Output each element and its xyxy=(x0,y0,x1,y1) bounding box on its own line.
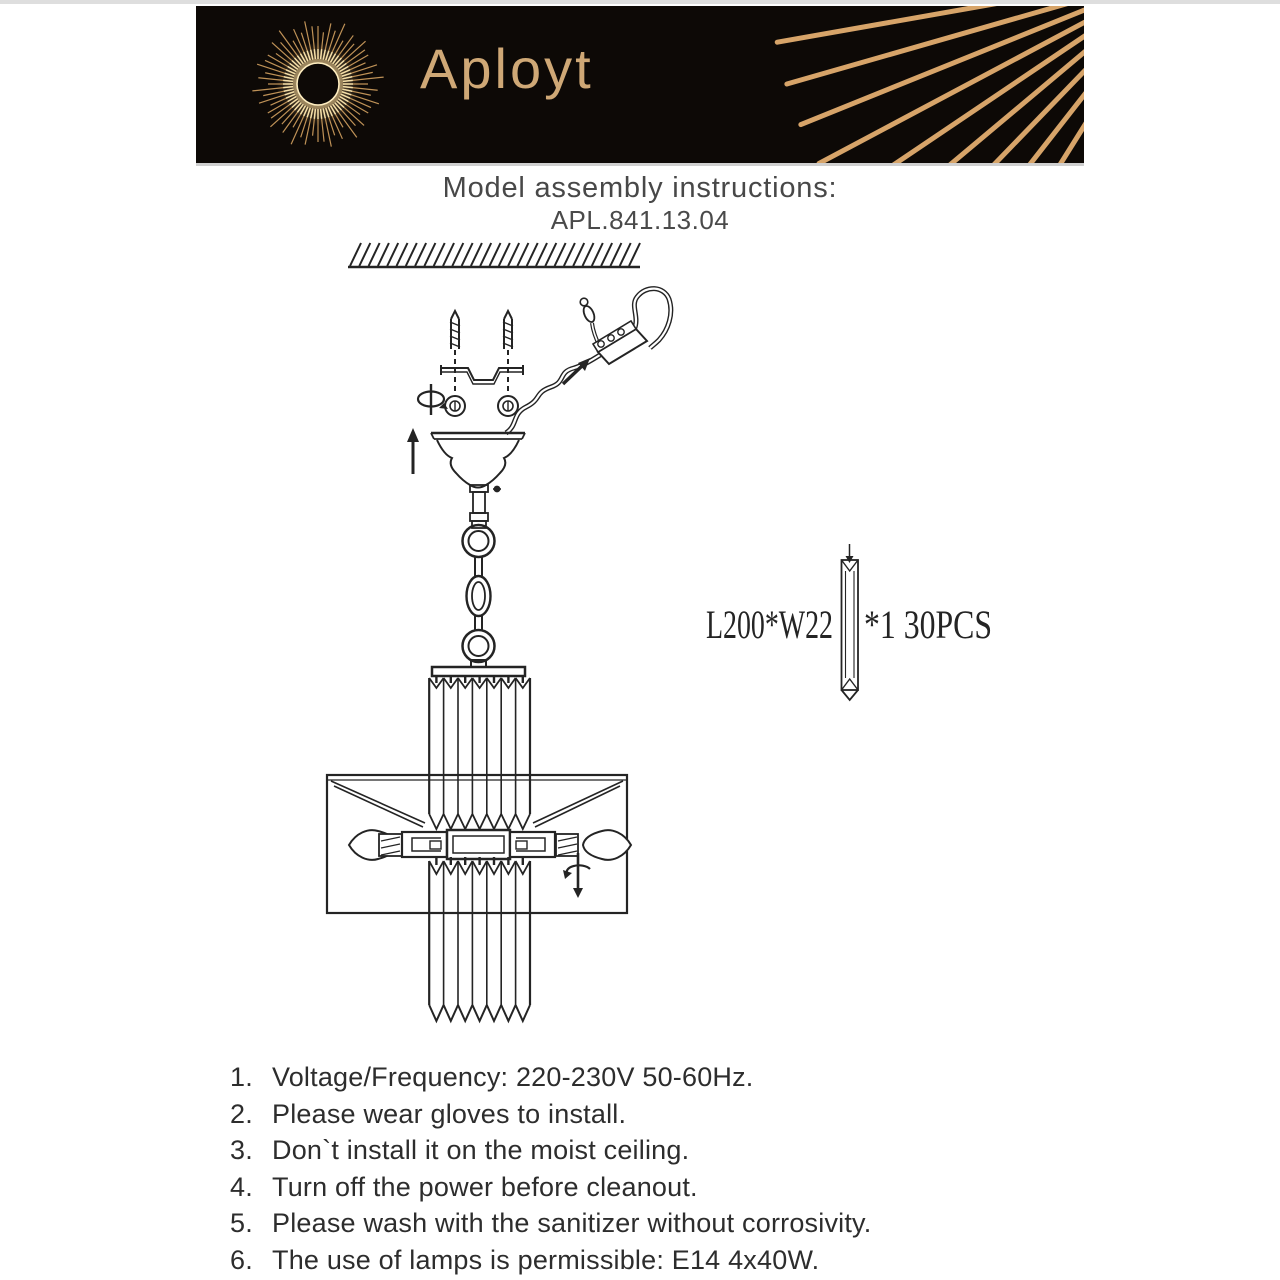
item-text: Voltage/Frequency: 220-230V 50-60Hz. xyxy=(272,1062,754,1092)
model-number: APL.841.13.04 xyxy=(550,205,730,235)
part-dimension-label: L200*W22 xyxy=(706,602,833,647)
brand-wordmark: Aployt xyxy=(420,37,594,100)
item-number: 1. xyxy=(230,1062,253,1092)
mounting-bracket xyxy=(441,365,523,384)
instruction-list xyxy=(230,1062,1130,1280)
bulb-right xyxy=(583,830,631,860)
rotate-bulb-icon xyxy=(563,853,590,898)
rotate-screw-icon xyxy=(418,384,448,415)
item-number: 2. xyxy=(230,1098,253,1129)
brand-banner xyxy=(196,6,1084,163)
instruction-item xyxy=(230,1135,1130,1172)
item-text: Please wear gloves to install. xyxy=(272,1098,627,1129)
item-number: 6. xyxy=(230,1244,253,1275)
lower-crystal-column xyxy=(429,857,530,1021)
instruction-item xyxy=(230,1208,1130,1245)
item-number: 3. xyxy=(230,1135,253,1165)
ceiling-canopy xyxy=(431,433,525,528)
instruction-item xyxy=(230,1245,1130,1280)
assembly-diagram xyxy=(300,235,1015,1035)
mounting-screw-right xyxy=(498,311,518,416)
hanging-chain xyxy=(463,525,495,668)
crystal-top-plate xyxy=(432,667,525,676)
item-text: Please wash with the sanitizer without corrosivity. xyxy=(272,1208,872,1238)
page-title: Model assembly instructions: xyxy=(442,172,838,204)
up-arrow-icon xyxy=(407,428,419,474)
item-number: 4. xyxy=(230,1171,253,1202)
instruction-item xyxy=(230,1099,1130,1136)
socket-assembly xyxy=(349,830,631,860)
item-text: The use of lamps is permissible: E14 4x40W. xyxy=(272,1244,820,1275)
upper-crystal-column xyxy=(429,675,530,829)
item-text: Turn off the power before cleanout. xyxy=(272,1171,698,1202)
crystal-part xyxy=(842,544,859,700)
ceiling-hatch xyxy=(350,243,640,266)
instruction-item xyxy=(230,1172,1130,1209)
starburst-logo-icon xyxy=(232,6,404,163)
item-text: Don`t install it on the moist ceiling. xyxy=(272,1135,690,1165)
part-quantity-label: *1 30PCS xyxy=(864,602,992,647)
mounting-screw-left xyxy=(445,311,465,416)
instruction-item xyxy=(230,1062,1130,1099)
banner-shadow xyxy=(196,163,1084,166)
item-number: 5. xyxy=(230,1208,253,1238)
